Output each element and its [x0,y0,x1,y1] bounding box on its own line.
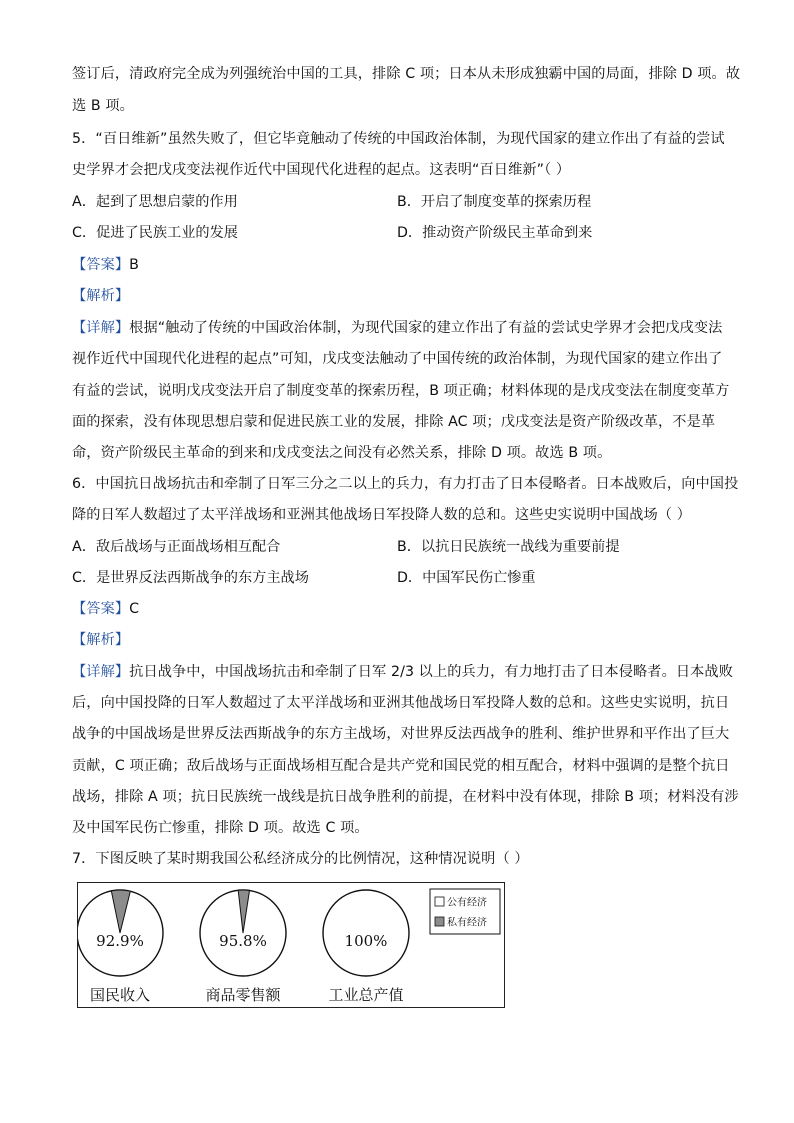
paragraph-line: 签订后，清政府完全成为列强统治中国的工具，排除 C 项；日本从未形成独霸中国的局面，排除 D 项。故 [72,66,741,82]
q5-detail-line: 命，资产阶级民主革命的到来和戊戌变法之间没有必然关系，排除 D 项。故选 B 项。 [72,445,612,461]
q5-option-b: B．开启了制度变革的探索历程 [397,194,592,210]
q6-detail-line: 贡献，C 项正确；敌后战场与正面战场相互配合是共产党和国民党的相互配合，材料中强调的是整个抗日 [72,758,730,774]
q6-option-a: A．敌后战场与正面战场相互配合 [72,539,281,555]
question-5-stem-cont: 史学界才会把戊戌变法视作近代中国现代化进程的起点。这表明“百日维新”（ ） [72,162,571,178]
q5-detail-line: 有益的尝试，说明戊戌变法开启了制度变革的探索历程，B 项正确；材料体现的是戊戌变法在制度变革方 [72,383,730,399]
q6-detail-line [72,662,732,682]
detail-label: 【详解】 [72,320,130,336]
pie-value-label: 95.8% [219,932,267,950]
detail-label: 【详解】 [72,664,130,680]
q6-detail-line: 及中国军民伤亡惨重，排除 D 项。故选 C 项。 [72,820,369,836]
detail-text: 根据“触动了传统的中国政治体制，为现代国家的建立作出了有益的尝试史学界才会把戊戌变法 [129,320,723,336]
answer-label: 【答案】 [72,257,130,273]
pie-caption: 工业总产值 [328,986,404,1004]
pie-caption: 商品零售额 [205,986,281,1004]
q6-option-b: B．以抗日民族统一战线为重要前提 [397,539,620,555]
q6-detail-line: 战争的中国战场是世界反法西斯战争的东方主战场，对世界反法西战争的胜利、维护世界和平作出了巨大 [72,726,730,742]
legend-label: 公有经济 [447,897,487,909]
q5-detail-line: 面的探索，没有体现思想启蒙和促进民族工业的发展，排除 AC 项；戊戌变法是资产阶级改革，不是革 [72,414,716,430]
paragraph-line: 选 B 项。 [72,98,134,114]
detail-text: 抗日战争中，中国战场抗击和牵制了日军 2/3 以上的兵力，有力地打击了日本侵略者。日本战败 [129,664,734,680]
q6-detail-line: 战场，排除 A 项；抗日民族统一战线是抗日战争胜利的前提，在材料中没有体现，排除 B 项；材料没有涉 [72,789,739,805]
question-6-stem-cont: 降的日军人数超过了太平洋战场和亚洲其他战场日军投降人数的总和。这些史实说明中国战场（ ） [72,507,691,523]
question-7-stem: 7．下图反映了某时期我国公私经济成分的比例情况，这种情况说明（ ） [72,851,529,867]
pie-chart-figure [77,882,505,1008]
q6-detail-line: 后，向中国投降的日军人数超过了太平洋战场和亚洲其他战场日军投降人数的总和。这些史实说明，抗日 [72,695,730,711]
q5-option-d: D．推动资产阶级民主革命到来 [397,225,593,241]
question-6-stem: 6．中国抗日战场抗击和牵制了日军三分之二以上的兵力，有力打击了日本侵略者。日本战败后，向中国投 [72,476,739,492]
legend-swatch [435,897,444,906]
q6-analysis-label: 【解析】 [72,632,130,648]
answer-label: 【答案】 [72,601,130,617]
legend-label: 私有经济 [447,917,487,929]
q5-detail-line [72,318,732,338]
q5-option-a: A．起到了思想启蒙的作用 [72,194,238,210]
question-5-stem: 5．“百日维新”虽然失败了，但它毕竟触动了传统的中国政治体制，为现代国家的建立作出了有益的尝试 [72,131,725,147]
legend-swatch [435,917,444,926]
answer-value: B [129,257,139,273]
q6-answer [72,599,732,619]
q5-analysis-label: 【解析】 [72,288,130,304]
pie-value-label: 92.9% [96,932,144,950]
answer-value: C [129,601,140,617]
q5-detail-line: 视作近代中国现代化进程的起点”可知，戊戌变法触动了中国传统的政治体制，为现代国家的建立作出了 [72,351,723,367]
q5-option-c: C．促进了民族工业的发展 [72,225,238,241]
q6-option-c: C．是世界反法西斯战争的东方主战场 [72,570,309,586]
q6-option-d: D．中国军民伤亡惨重 [397,570,536,586]
pie-caption: 国民收入 [89,986,151,1004]
pie-value-label: 100% [344,932,388,950]
q5-answer [72,255,732,275]
pie-charts-svg [78,883,503,1006]
